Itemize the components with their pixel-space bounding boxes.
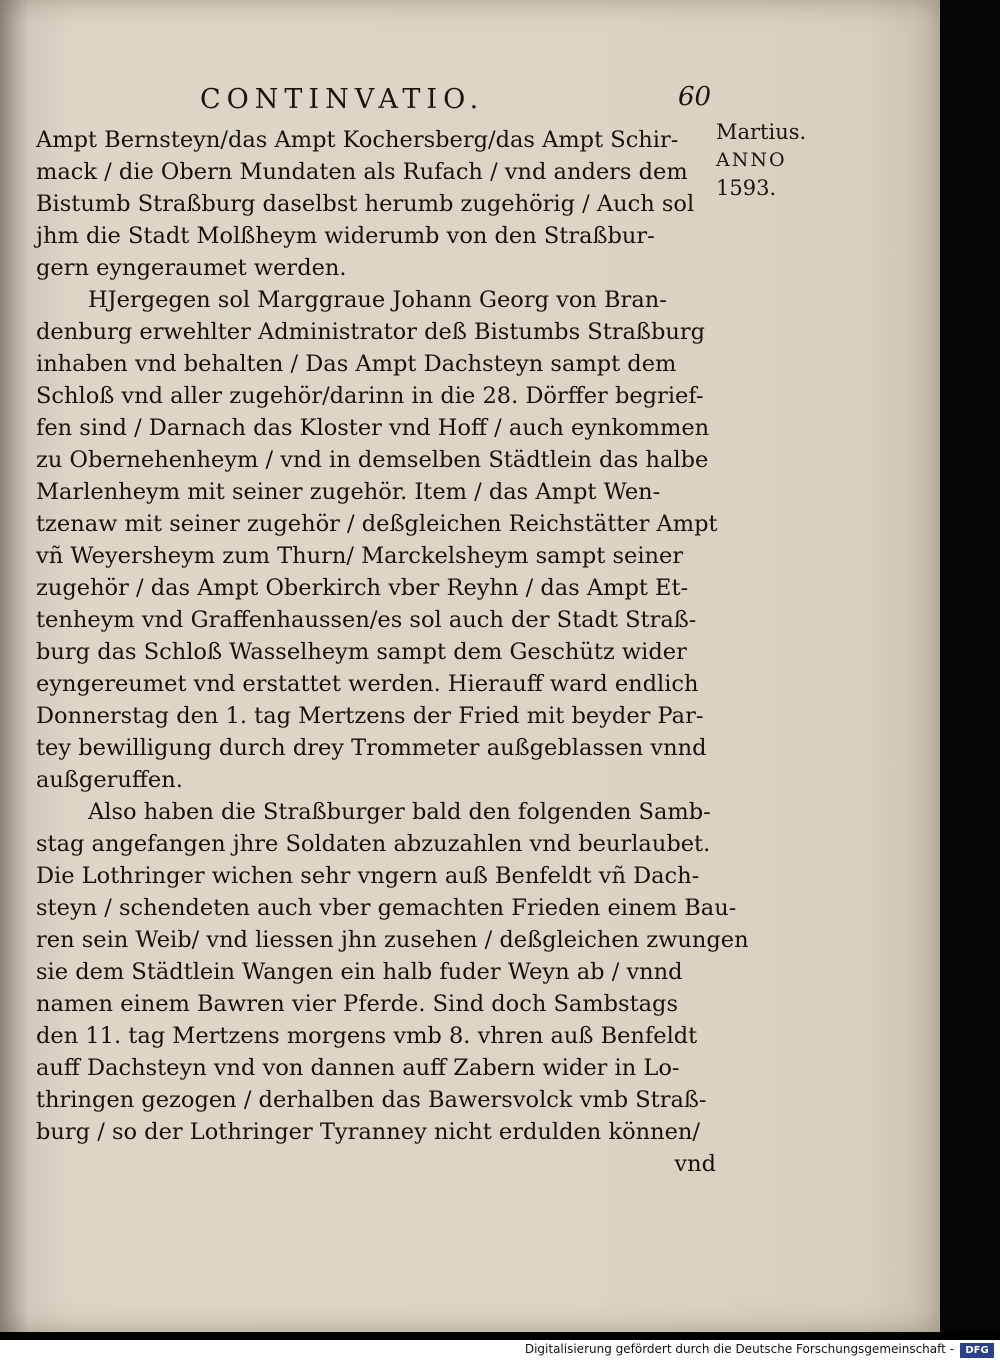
text-line: Also haben die Straßburger bald den folgenden Samb- [88,799,711,825]
header-title: CONTINVATIO. [200,84,485,115]
text-line: tenheym vnd Graffenhaussen/es sol auch der Stadt Straß- [36,607,697,633]
text-line: ren sein Weib/ vnd liessen jhn zusehen / deßgleichen zwungen [36,927,749,953]
text-line: tey bewilligung durch drey Trommeter außgeblassen vnnd [36,735,707,761]
text-line: burg das Schloß Wasselheym sampt dem Geschütz wider [36,639,687,665]
text-line: HJergegen sol Marggraue Johann Georg von Bran- [88,287,667,313]
dfg-logo: DFG [960,1343,994,1358]
text-line: Schloß vnd aller zugehör/darinn in die 28. Dörffer begrief- [36,383,704,409]
text-line: inhaben vnd behalten / Das Ampt Dachsteyn sampt dem [36,351,677,377]
margin-note-year: 1593. [716,176,777,200]
page-number: 60 [678,82,712,112]
text-line: stag angefangen jhre Soldaten abzuzahlen vnd beurlaubet. [36,831,711,857]
text-line: burg / so der Lothringer Tyranney nicht erdulden können/ [36,1119,700,1145]
text-line: Marlenheym mit seiner zugehör. Item / das Ampt Wen- [36,479,661,505]
text-line: Bistumb Straßburg daselbst herumb zugehörig / Auch sol [36,191,695,217]
text-line: Die Lothringer wichen sehr vngern auß Benfeldt vñ Dach- [36,863,700,889]
text-line: fen sind / Darnach das Kloster vnd Hoff / auch eynkommen [36,415,710,441]
text-line: eyngereumet vnd erstattet werden. Hierauff ward endlich [36,671,699,697]
text-line: auff Dachsteyn vnd von dannen auff Zabern wider in Lo- [36,1055,680,1081]
text-line: jhm die Stadt Molßheym widerumb von den Straßbur- [36,223,655,249]
catchword: vnd [674,1151,716,1177]
text-line: sie dem Städtlein Wangen ein halb fuder Weyn ab / vnnd [36,959,683,985]
text-line: mack / die Obern Mundaten als Rufach / vnd anders dem [36,159,688,185]
text-line: tzenaw mit seiner zugehör / deßgleichen Reichstätter Ampt [36,511,718,537]
text-line: steyn / schendeten auch vber gemachten Frieden einem Bau- [36,895,737,921]
scan-background [940,0,1000,1332]
text-line: vñ Weyersheym zum Thurn/ Marckelsheym sampt seiner [36,543,684,569]
footer-credit: Digitalisierung gefördert durch die Deutsche Forschungsgemeinschaft - [524,1342,954,1356]
running-header [200,84,720,120]
margin-note-month: Martius. [716,120,807,144]
text-line: Donnerstag den 1. tag Mertzens der Fried mit beyder Par- [36,703,704,729]
text-line: thringen gezogen / derhalben das Bawersvolck vmb Straß- [36,1087,707,1113]
text-line: zu Obernehenheym / vnd in demselben Städtlein das halbe [36,447,709,473]
margin-note [716,118,816,202]
text-line: den 11. tag Mertzens morgens vmb 8. vhren auß Benfeldt [36,1023,698,1049]
text-line: gern eyngeraumet werden. [36,255,347,281]
text-line: zugehör / das Ampt Oberkirch vber Reyhn / das Ampt Et- [36,575,689,601]
text-line: denburg erwehlter Administrator deß Bistumbs Straßburg [36,319,705,345]
text-line: außgeruffen. [36,767,183,793]
text-line: namen einem Bawren vier Pferde. Sind doch Sambstags [36,991,678,1017]
text-line: Ampt Bernsteyn/das Ampt Kochersberg/das Ampt Schir- [36,127,679,153]
margin-note-anno: ANNO [716,149,787,171]
footer-bar [0,1340,1000,1362]
